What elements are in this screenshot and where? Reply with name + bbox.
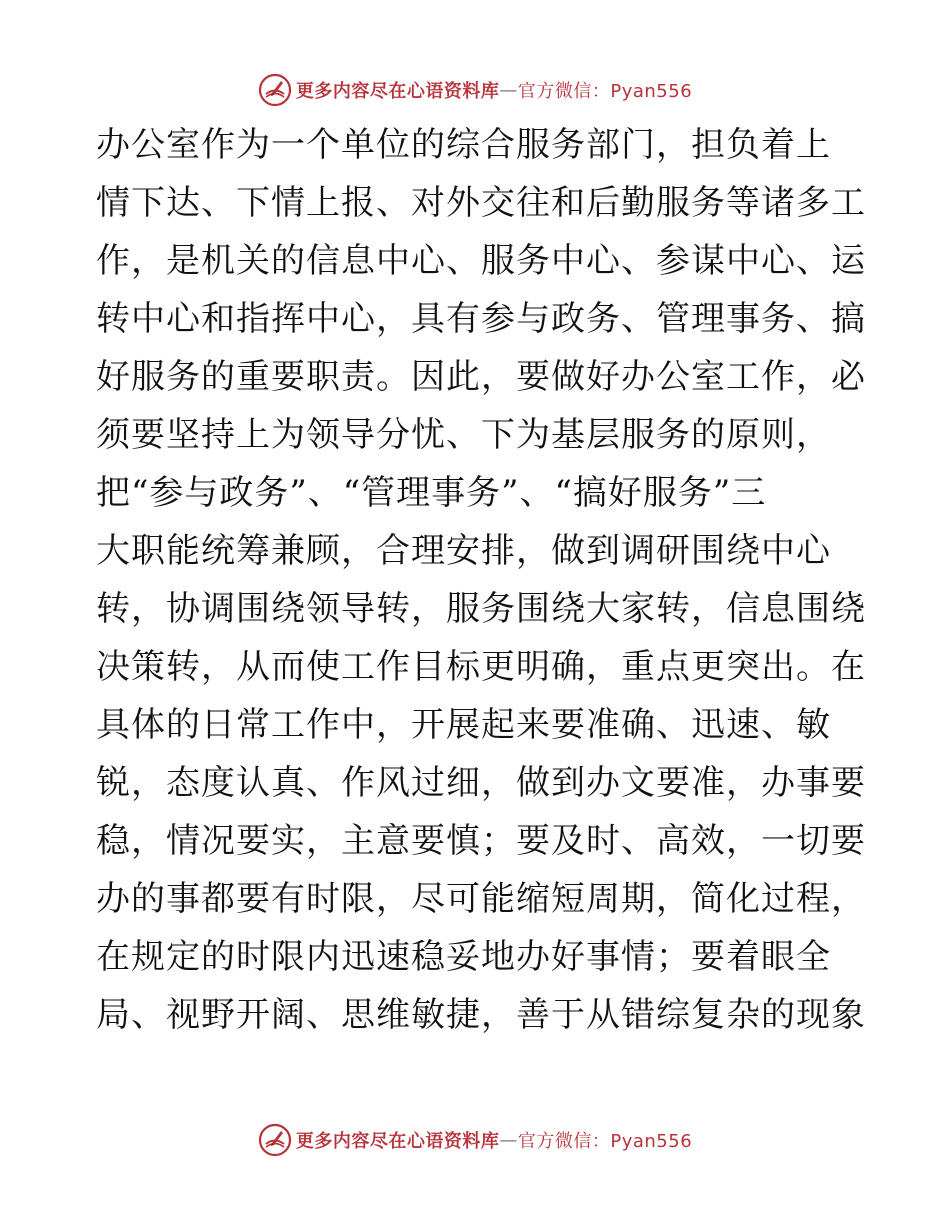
body-line: 转中心和指挥中心，具有参与政务、管理事务、搞 — [96, 299, 866, 339]
body-line: 转，协调围绕领导转，服务围绕大家转，信息围绕 — [96, 589, 866, 629]
footer-banner — [0, 1120, 950, 1160]
body-line: 办的事都要有时限，尽可能缩短周期，简化过程， — [96, 879, 866, 919]
body-line: 好服务的重要职责。因此，要做好办公室工作，必 — [96, 357, 866, 397]
body-line: 办公室作为一个单位的综合服务部门，担负着上 — [96, 125, 831, 165]
body-line: 大职能统筹兼顾，合理安排，做到调研围绕中心 — [96, 531, 831, 571]
body-line: 在规定的时限内迅速稳妥地办好事情；要着眼全 — [96, 937, 831, 977]
body-line: 决策转，从而使工作目标更明确，重点更突出。在 — [96, 647, 866, 687]
book-pen-logo-icon — [258, 1123, 292, 1157]
footer-promo-text: 更多内容尽在心语资料库 — [295, 1131, 500, 1152]
footer-contact-text: 官方微信：Pyan556 — [517, 1131, 693, 1152]
header-contact-text: 官方微信：Pyan556 — [517, 81, 693, 102]
book-pen-logo-icon — [258, 73, 292, 107]
body-line: 锐，态度认真、作风过细，做到办文要准，办事要 — [96, 763, 866, 803]
body-line: 把“参与政务”、“管理事务”、“搞好服务”三 — [96, 473, 767, 513]
body-line: 具体的日常工作中，开展起来要准确、迅速、敏 — [96, 705, 831, 745]
header-banner — [0, 70, 950, 110]
header-separator: — — [499, 79, 518, 101]
body-line: 作，是机关的信息中心、服务中心、参谋中心、运 — [96, 241, 866, 281]
document-body — [96, 116, 866, 1044]
body-line: 须要坚持上为领导分忧、下为基层服务的原则， — [96, 415, 831, 455]
header-banner-text — [296, 77, 692, 103]
body-line: 局、视野开阔、思维敏捷，善于从错综复杂的现象 — [96, 995, 866, 1035]
body-line: 稳，情况要实，主意要慎；要及时、高效，一切要 — [96, 821, 866, 861]
footer-separator: — — [499, 1129, 518, 1151]
body-line: 情下达、下情上报、对外交往和后勤服务等诸多工 — [96, 183, 866, 223]
footer-banner-text — [296, 1127, 692, 1153]
header-promo-text: 更多内容尽在心语资料库 — [295, 81, 500, 102]
